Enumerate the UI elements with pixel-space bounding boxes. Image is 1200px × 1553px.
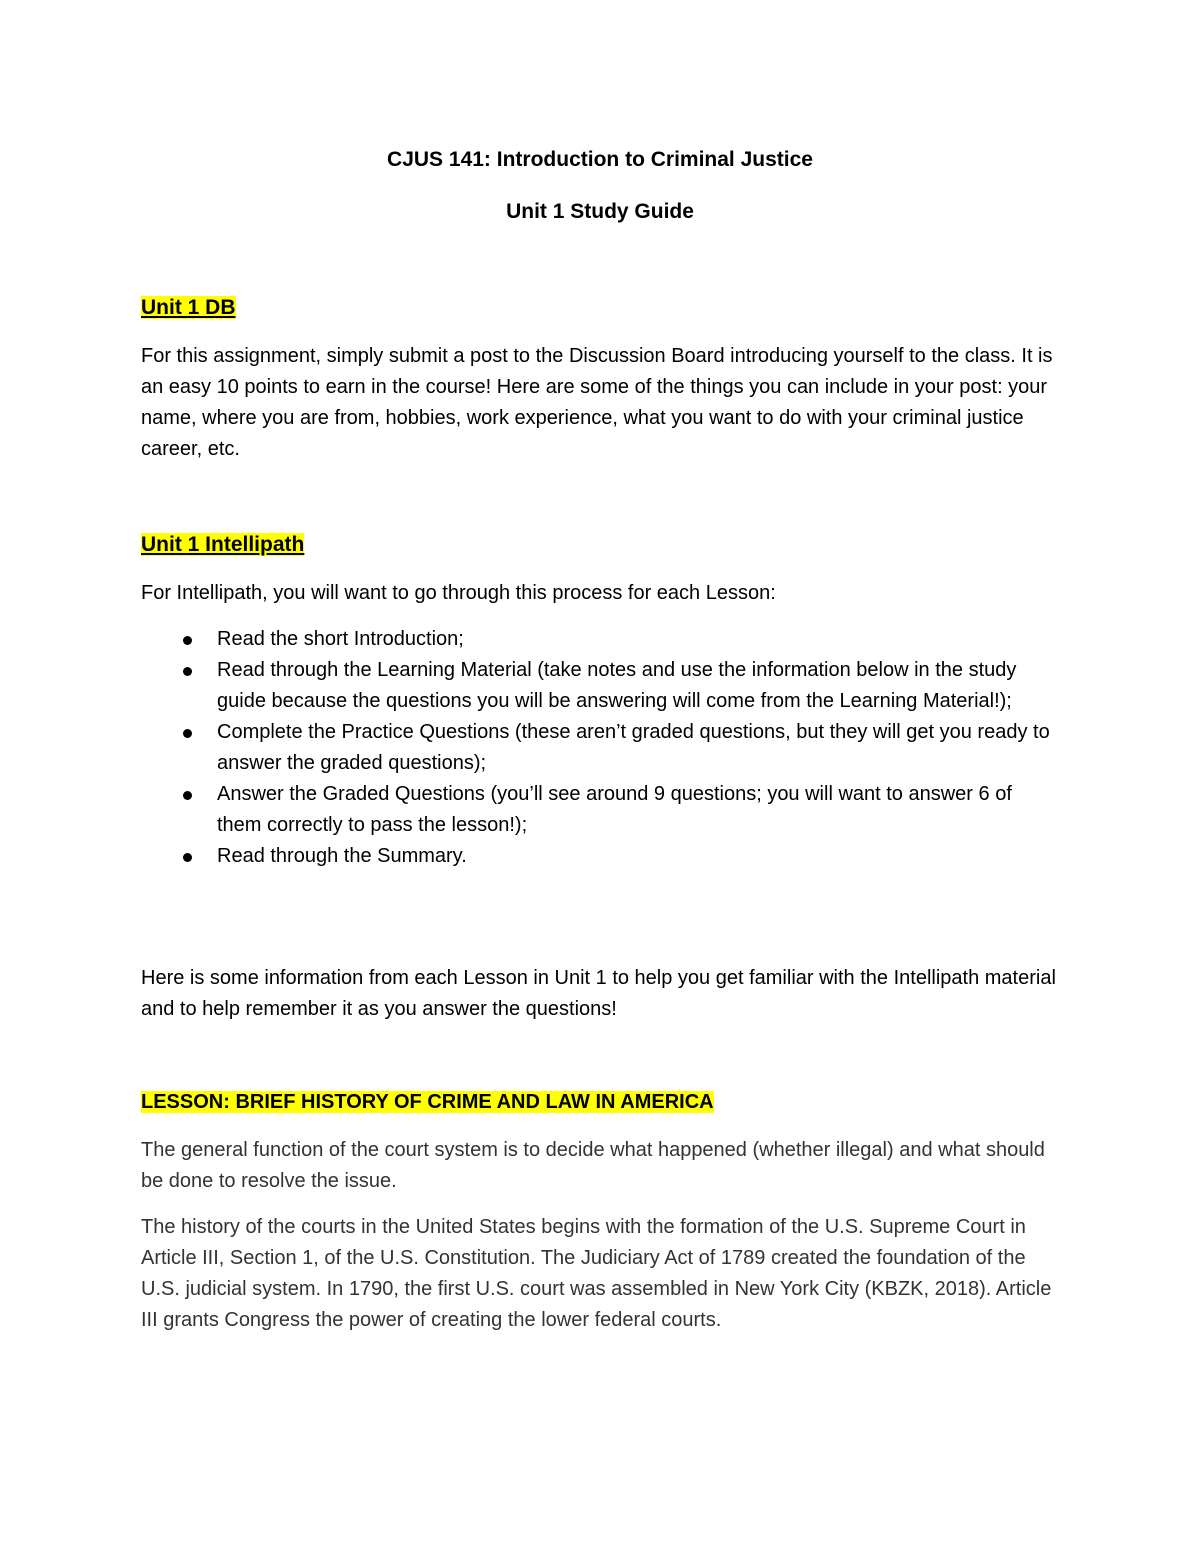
step-text: Read the short Introduction; [217,628,464,650]
bullet-icon [183,667,192,676]
document-title: CJUS 141: Introduction to Criminal Justice [387,148,813,171]
document-subtitle: Unit 1 Study Guide [506,200,694,223]
list-item [141,717,1061,779]
intellipath-heading [141,529,1061,560]
lesson-paragraph-court-history: The history of the courts in the United States begins with the formation of the U.S. Supreme Court in Article III, Section 1, of the U.S. Constitution. The Judiciary Act of 1789 created the foundation of the U.S. judicial system. In 1790, the first U.S. court was assembled in New York City (KBZK, 2018). Article III grants Congress the power of creating the lower federal courts. [141,1216,1052,1331]
list-item [141,655,1061,717]
db-heading [141,292,1061,323]
step-text: Complete the Practice Questions (these aren’t graded questions, but they will get you ready to answer the graded questions); [217,721,1050,774]
lesson-heading-text: LESSON: BRIEF HISTORY OF CRIME AND LAW IN AMERICA [141,1091,714,1113]
db-heading-text: Unit 1 DB [141,296,236,319]
list-item [141,779,1061,841]
intellipath-info: Here is some information from each Lesson in Unit 1 to help you get familiar with the Intellipath material and to help remember it as you answer the questions! [141,967,1056,1020]
lesson-heading [141,1087,1061,1118]
intellipath-intro: For Intellipath, you will want to go through this process for each Lesson: [141,582,776,604]
list-item [141,624,1061,655]
lesson-paragraph-court-function: The general function of the court system is to decide what happened (whether illegal) and what should be done to resolve the issue. [141,1139,1045,1192]
bullet-icon [183,729,192,738]
step-text: Read through the Summary. [217,845,467,867]
db-body: For this assignment, simply submit a post to the Discussion Board introducing yourself to the class. It is an easy 10 points to earn in the course! Here are some of the things you can include in your post: your name, where you are from, hobbies, work experience, what you want to do with your criminal justice career, etc. [141,345,1053,460]
bullet-icon [183,636,192,645]
bullet-icon [183,791,192,800]
step-text: Read through the Learning Material (take notes and use the information below in the study guide because the questions you will be answering will come from the Learning Material!); [217,659,1017,712]
step-text: Answer the Graded Questions (you’ll see around 9 questions; you will want to answer 6 of them correctly to pass the lesson!); [217,783,1012,836]
intellipath-steps-list [141,624,1061,872]
bullet-icon [183,853,192,862]
intellipath-heading-text: Unit 1 Intellipath [141,533,305,556]
list-item [141,841,1061,872]
